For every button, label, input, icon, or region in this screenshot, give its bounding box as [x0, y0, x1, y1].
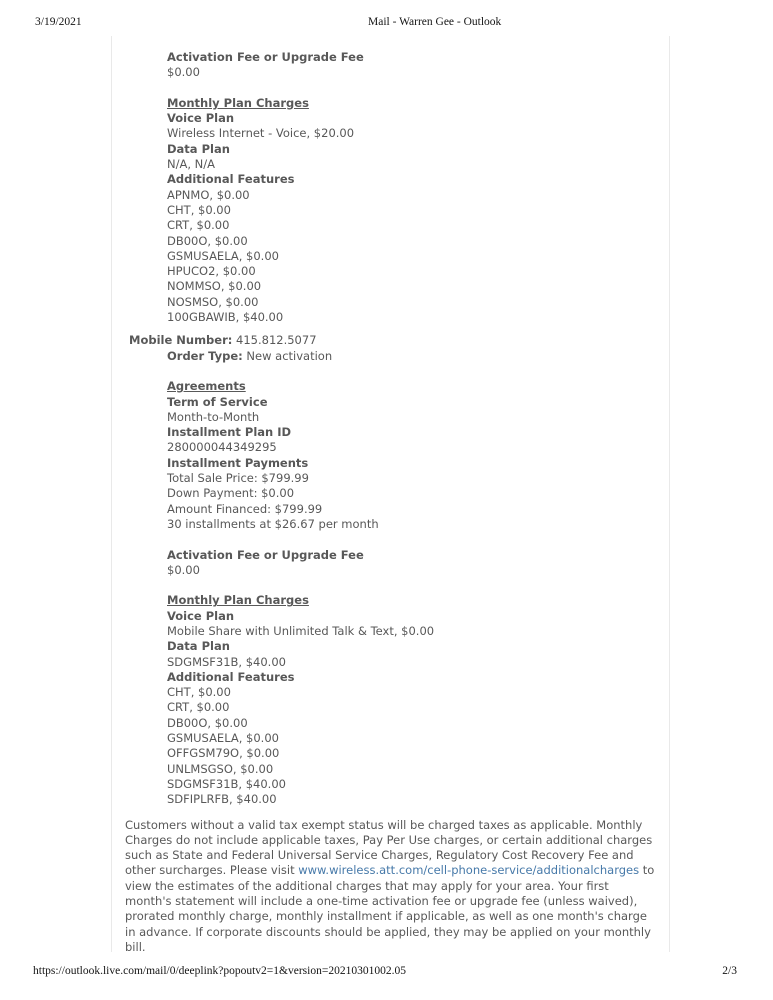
feature-item: CRT, $0.00 — [167, 700, 230, 715]
feature-item: CRT, $0.00 — [167, 218, 230, 233]
feature-item: 100GBAWIB, $40.00 — [167, 310, 284, 325]
data-plan-heading: Data Plan — [167, 639, 230, 654]
voice-plan-value: Mobile Share with Unlimited Talk & Text, $0.00 — [167, 623, 435, 638]
feature-item: UNLMSGSO, $0.00 — [167, 761, 274, 776]
voice-plan-heading: Voice Plan — [167, 111, 235, 126]
legal-text-after-link: to view the estimates of the additional charges that may apply for your area. Your first month's statement will include a one-time activation fee or upgrade fee (unless waived), prorated monthly charge, monthly installment if applicable, as well as one month's charge in advance. If corporate discounts should be applied, they may be applied on your monthly bill. — [125, 863, 655, 954]
order-type-line-label: Order Type: — [167, 348, 243, 363]
additional-features-heading: Additional Features — [167, 669, 295, 684]
amount-financed: Amount Financed: $799.99 — [167, 501, 323, 516]
feature-item: OFFGSM79O, $0.00 — [167, 746, 280, 761]
feature-item: NOSMSO, $0.00 — [167, 294, 259, 309]
page-number-indicator: 2/3 — [722, 965, 737, 977]
installment-payments-heading: Installment Payments — [167, 455, 309, 470]
voice-plan-value: Wireless Internet - Voice, $20.00 — [167, 126, 355, 141]
order-type-line — [112, 349, 669, 364]
data-plan-value: N/A, N/A — [167, 157, 215, 172]
mobile-number-line-value: 415.812.5077 — [232, 333, 317, 348]
blank-line — [112, 578, 669, 593]
down-payment: Down Payment: $0.00 — [167, 486, 295, 501]
installment-terms: 30 installments at $26.67 per month — [167, 516, 379, 531]
feature-item: NOMMSO, $0.00 — [167, 279, 262, 294]
activation-fee-heading: Activation Fee or Upgrade Fee — [167, 547, 364, 562]
legal-paragraph — [125, 818, 658, 956]
order-type-line-value: New activation — [242, 348, 333, 363]
data-plan-heading: Data Plan — [167, 141, 230, 156]
monthly-plan-charges-heading: Monthly Plan Charges — [167, 95, 309, 110]
feature-item: APNMO, $0.00 — [167, 187, 250, 202]
blank-line — [112, 81, 669, 96]
feature-item: GSMUSAELA, $0.00 — [167, 248, 279, 263]
data-plan-value: SDGMSF31B, $40.00 — [167, 654, 286, 669]
feature-item: CHT, $0.00 — [167, 685, 231, 700]
total-sale-price: Total Sale Price: $799.99 — [167, 471, 309, 486]
mobile-number-line — [112, 333, 669, 348]
activation-fee-amount: $0.00 — [167, 65, 200, 80]
mobile-number-line-label: Mobile Number: — [129, 333, 233, 348]
att-additional-charges-link[interactable]: www.wireless.att.com/cell-phone-service/additionalcharges — [298, 863, 640, 878]
order-details — [112, 50, 669, 808]
activation-fee-amount: $0.00 — [167, 562, 200, 577]
feature-item: HPUCO2, $0.00 — [167, 264, 256, 279]
feature-item: DB00O, $0.00 — [167, 715, 248, 730]
blank-line — [112, 532, 669, 547]
print-header-title: Mail - Warren Gee - Outlook — [368, 16, 502, 28]
legal-text-before-link: Customers without a valid tax exempt status will be charged taxes as applicable. Monthly Charges do not include applicable taxes, Pay Per Use charges, or certain additional charges such as State and Federal Universal Service Charges, Regulatory Cost Recovery Fee and other surcharges. Please visit — [125, 817, 653, 878]
email-body-page — [111, 36, 670, 952]
feature-item: DB00O, $0.00 — [167, 233, 248, 248]
agreements-heading: Agreements — [167, 379, 246, 394]
term-of-service-value: Month-to-Month — [167, 409, 260, 424]
print-footer-url: https://outlook.live.com/mail/0/deeplink?popoutv2=1&version=20210301002.05 — [33, 965, 406, 977]
additional-features-heading: Additional Features — [167, 172, 295, 187]
installment-plan-id-value: 280000044349295 — [167, 440, 277, 455]
feature-item: CHT, $0.00 — [167, 202, 231, 217]
voice-plan-heading: Voice Plan — [167, 608, 235, 623]
feature-item: SDFIPLRFB, $40.00 — [167, 792, 277, 807]
installment-plan-id-heading: Installment Plan ID — [167, 425, 292, 440]
feature-item: SDGMSF31B, $40.00 — [167, 776, 286, 791]
monthly-plan-charges-heading: Monthly Plan Charges — [167, 593, 309, 608]
term-of-service-heading: Term of Service — [167, 394, 268, 409]
print-header-date: 3/19/2021 — [35, 16, 82, 28]
activation-fee-heading: Activation Fee or Upgrade Fee — [167, 50, 364, 64]
feature-item: GSMUSAELA, $0.00 — [167, 731, 279, 746]
blank-line — [112, 364, 669, 379]
